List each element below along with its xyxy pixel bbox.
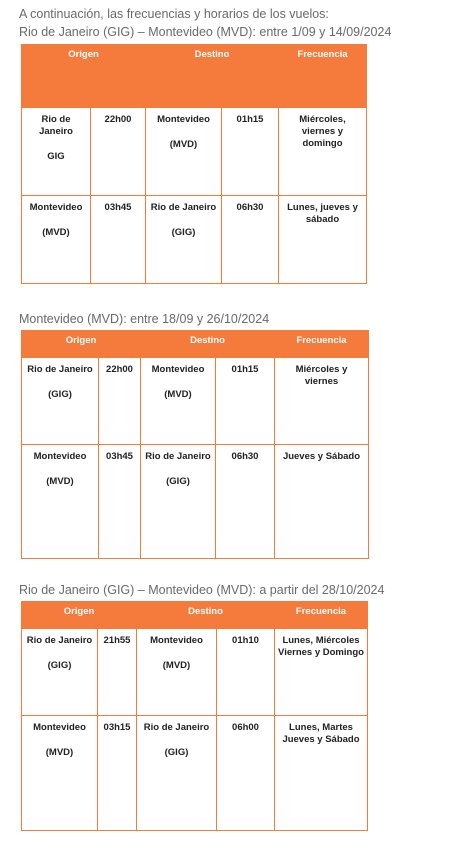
destination-code: (GIG) xyxy=(166,476,190,487)
frequency-cell: Miércoles y viernes xyxy=(275,358,369,445)
schedule-table-2 xyxy=(21,330,369,559)
destination-cell xyxy=(146,108,222,196)
table-row xyxy=(22,196,367,284)
origin-cell xyxy=(22,108,91,196)
destination-name: Rio de Janeiro xyxy=(150,202,217,213)
destination-code: (GIG) xyxy=(164,747,189,758)
frequency-cell: Lunes, Miércoles Viernes y Domingo xyxy=(275,629,368,716)
header-origen: Origen xyxy=(22,331,141,358)
origin-cell xyxy=(22,196,91,284)
frequency-cell: Jueves y Sábado xyxy=(275,445,369,559)
table-row xyxy=(22,108,367,196)
arrival-time: 06h00 xyxy=(217,716,275,831)
header-frecuencia: Frecuencia xyxy=(275,331,369,358)
destination-code: (MVD) xyxy=(164,389,192,400)
header-origen: Origen xyxy=(22,602,137,629)
origin-code: (GIG) xyxy=(47,660,72,671)
origin-cell xyxy=(22,716,98,831)
origin-code: (MVD) xyxy=(46,476,74,487)
intro-line-1: A continuación, las frecuencias y horarios de los vuelos: xyxy=(19,7,329,21)
destination-cell xyxy=(141,445,216,559)
table-row xyxy=(22,358,369,445)
destination-code: (MVD) xyxy=(169,139,198,150)
departure-time: 22h00 xyxy=(91,108,146,196)
frequency-cell: Lunes, jueves y sábado xyxy=(279,196,367,284)
destination-name: Rio de Janeiro xyxy=(145,451,211,462)
arrival-time: 01h15 xyxy=(216,358,275,445)
intro-text xyxy=(19,5,391,41)
header-origen: Origen xyxy=(22,45,146,108)
origin-name: Montevideo xyxy=(29,202,83,213)
origin-cell xyxy=(22,358,99,445)
table-2-caption: Montevideo (MVD): entre 18/09 y 26/10/2024 xyxy=(19,312,270,326)
origin-name: Rio de Janeiro xyxy=(27,364,93,375)
arrival-time: 01h15 xyxy=(222,108,279,196)
destination-name: Montevideo xyxy=(150,635,203,646)
destination-cell xyxy=(146,196,222,284)
frequency-cell: Miércoles, viernes y domingo xyxy=(279,108,367,196)
destination-cell xyxy=(137,629,217,716)
arrival-time: 06h30 xyxy=(216,445,275,559)
origin-name: Rio de Janeiro xyxy=(39,114,73,137)
departure-time: 03h15 xyxy=(98,716,137,831)
arrival-time: 06h30 xyxy=(222,196,279,284)
origin-name: Montevideo xyxy=(33,451,87,462)
header-destino: Destino xyxy=(137,602,275,629)
header-destino: Destino xyxy=(141,331,275,358)
origin-cell xyxy=(22,629,98,716)
destination-code: (GIG) xyxy=(171,227,196,238)
table-3-caption: Rio de Janeiro (GIG) – Montevideo (MVD): a partir del 28/10/2024 xyxy=(19,583,385,597)
origin-name: Montevideo xyxy=(33,722,86,733)
origin-cell xyxy=(22,445,99,559)
destination-name: Rio de Janeiro xyxy=(143,722,210,733)
table-header-row xyxy=(22,602,368,629)
header-destino: Destino xyxy=(146,45,279,108)
table-row xyxy=(22,629,368,716)
table-header-row xyxy=(22,331,369,358)
destination-cell xyxy=(137,716,217,831)
frequency-cell: Lunes, Martes Jueves y Sábado xyxy=(275,716,368,831)
header-frecuencia: Frecuencia xyxy=(279,45,367,108)
schedule-table-3 xyxy=(21,601,368,831)
origin-code: (MVD) xyxy=(45,747,74,758)
header-frecuencia: Frecuencia xyxy=(275,602,368,629)
destination-name: Montevideo xyxy=(151,364,205,375)
origin-name: Rio de Janeiro xyxy=(26,635,93,646)
destination-code: (MVD) xyxy=(162,660,191,671)
departure-time: 03h45 xyxy=(99,445,141,559)
departure-time: 03h45 xyxy=(91,196,146,284)
origin-code: GIG xyxy=(47,151,65,162)
intro-line-2: Rio de Janeiro (GIG) – Montevideo (MVD): entre 1/09 y 14/09/2024 xyxy=(19,25,392,39)
destination-name: Montevideo xyxy=(157,114,210,125)
origin-code: (GIG) xyxy=(48,389,72,400)
table-row xyxy=(22,445,369,559)
departure-time: 22h00 xyxy=(99,358,141,445)
departure-time: 21h55 xyxy=(98,629,137,716)
destination-cell xyxy=(141,358,216,445)
origin-code: (MVD) xyxy=(42,227,70,238)
table-row xyxy=(22,716,368,831)
arrival-time: 01h10 xyxy=(217,629,275,716)
table-header-row xyxy=(22,45,367,108)
schedule-table-1 xyxy=(21,44,367,284)
